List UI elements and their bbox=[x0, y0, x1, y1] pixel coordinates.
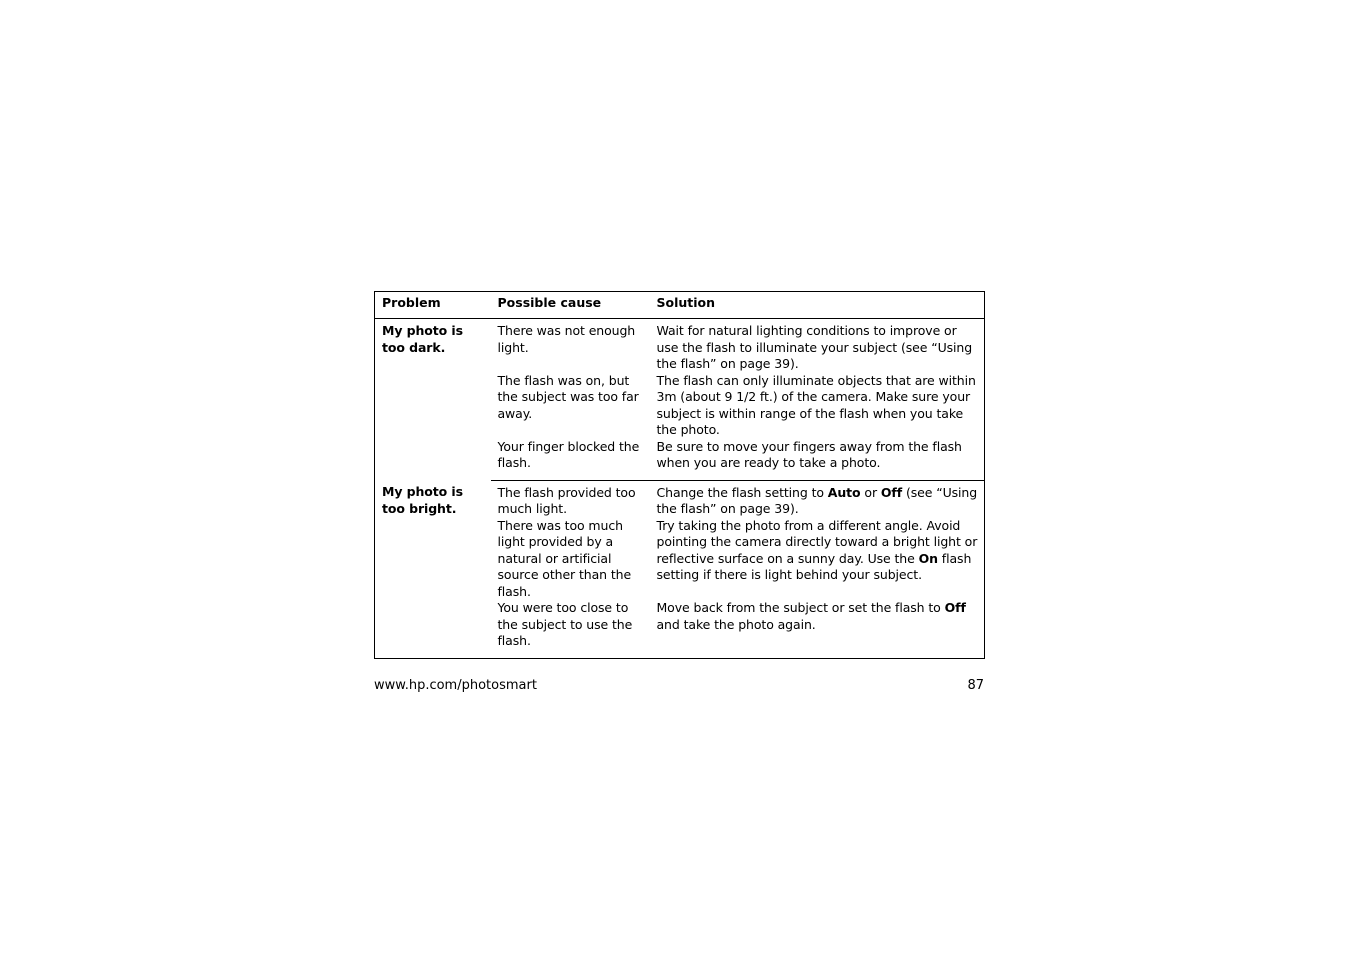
troubleshooting-table bbox=[374, 291, 985, 659]
problem-too-bright: My photo is too bright. bbox=[375, 480, 491, 658]
solution-cell bbox=[650, 480, 985, 518]
cause-cell: There was too much light provided by a natural or artificial source other than the flash. bbox=[497, 517, 632, 599]
solution-cell bbox=[650, 518, 985, 601]
problem-too-dark: My photo is too dark. bbox=[382, 323, 463, 355]
troubleshooting-page bbox=[374, 291, 984, 659]
cause-cell: There was not enough light. bbox=[497, 323, 636, 355]
solution-text: Change the flash setting to bbox=[656, 484, 828, 500]
solution-text: and take the photo again. bbox=[656, 616, 816, 632]
solution-text: flash setting if there is light behind your subject. bbox=[656, 550, 972, 582]
solution-text: (see “Using the flash” on page 39). bbox=[656, 484, 978, 516]
setting-off: Off bbox=[944, 600, 966, 615]
solution-cell bbox=[650, 600, 985, 658]
solution-text: or bbox=[860, 484, 881, 500]
cause-cell: The flash was on, but the subject was too far away. bbox=[497, 372, 639, 421]
cause-cell: Your finger blocked the flash. bbox=[491, 439, 650, 481]
header-solution: Solution bbox=[650, 292, 985, 319]
table-row bbox=[375, 480, 985, 518]
table-row bbox=[375, 319, 985, 373]
solution-text: Try taking the photo from a different angle. Avoid pointing the camera directly toward a bright light or reflective surface on a sunny day. Use the bbox=[656, 517, 978, 566]
page-number: 87 bbox=[967, 678, 984, 693]
solution-cell: Be sure to move your fingers away from the flash when you are ready to take a photo. bbox=[650, 439, 985, 481]
header-possible-cause: Possible cause bbox=[491, 292, 650, 319]
setting-auto: Auto bbox=[827, 484, 861, 500]
solution-text: Move back from the subject or set the flash to bbox=[656, 600, 945, 615]
setting-on: On bbox=[918, 550, 938, 566]
solution-cell: Wait for natural lighting conditions to improve or use the flash to illuminate your subject (see “Using the flash” on page 39). bbox=[656, 323, 973, 371]
footer-url: www.hp.com/photosmart bbox=[374, 678, 537, 693]
setting-off: Off bbox=[880, 484, 903, 500]
cause-cell: You were too close to the subject to use the flash. bbox=[491, 600, 650, 658]
cause-cell: The flash provided too much light. bbox=[497, 484, 636, 516]
header-problem: Problem bbox=[375, 292, 491, 319]
solution-cell: The flash can only illuminate objects that are within 3m (about 9 1/2 ft.) of the camera. Make sure your subject is within range of the flash when you take the photo. bbox=[656, 372, 976, 437]
table-header-row bbox=[375, 292, 985, 319]
